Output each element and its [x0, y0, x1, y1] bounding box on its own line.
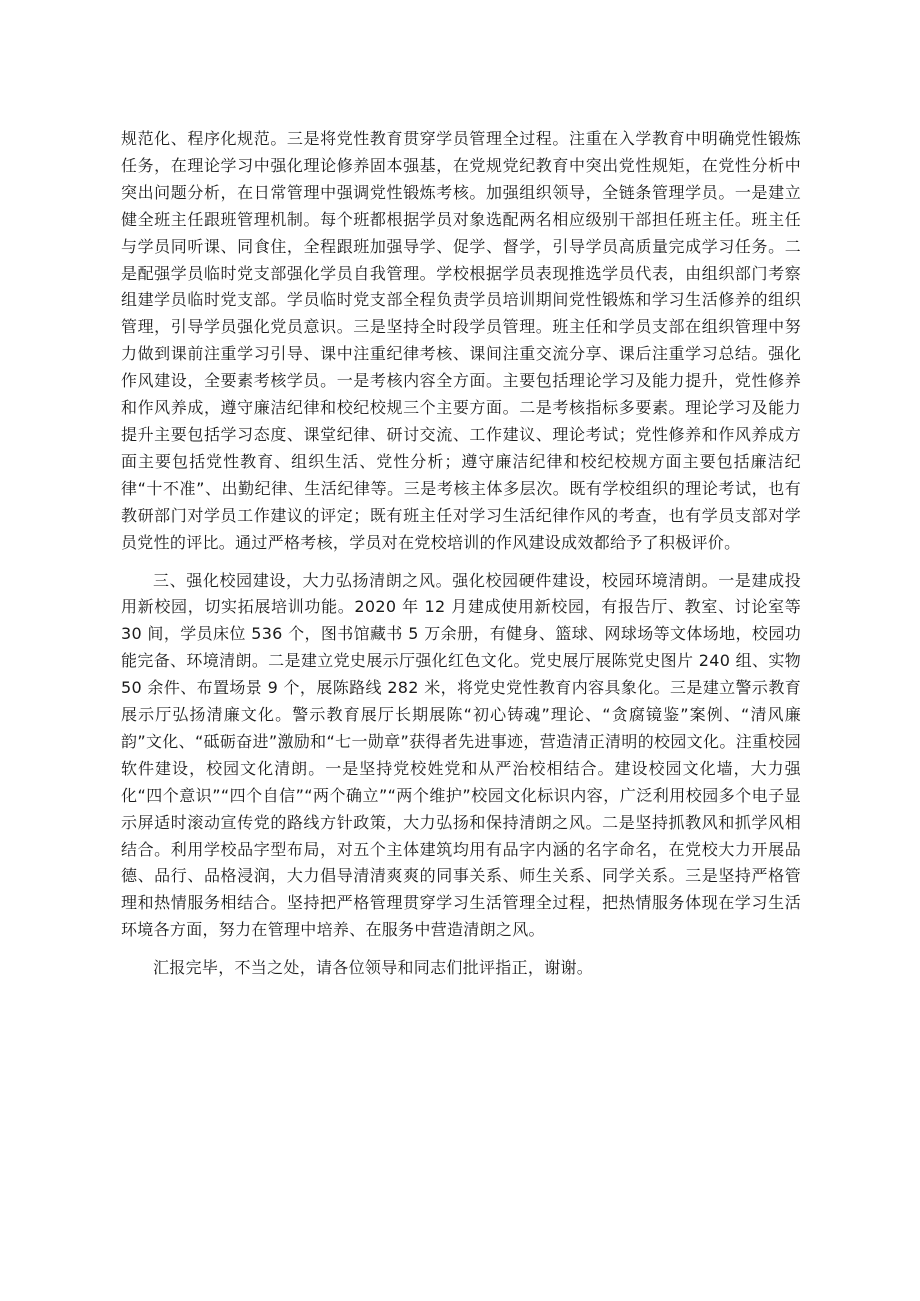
document-body — [121, 126, 801, 993]
paragraph-section-three: 三、强化校园建设，大力弘扬清朗之风。强化校园硬件建设，校园环境清朗。一是建成投用新校园，切实拓展培训功能。2020 年 12 月建成使用新校园，有报告厅、教室、讨论室等 30 间，学员床位 536 个，图书馆藏书 5 万余册，有健身、篮球、网球场等文体场地，校园功能完备、环境清朗。二是建立党史展示厅强化红色文化。党史展厅展陈党史图片 240 组、实物 50 余件、布置场景 9 个，展陈路线 282 米，将党史党性教育内容具象化。三是建立警示教育展示厅弘扬清廉文化。警示教育展厅长期展陈“初心铸魂”理论、“贪腐镜鉴”案例、“清风廉韵”文化、“砥砺奋进”激励和“七一勋章”获得者先进事迹，营造清正清明的校园文化。注重校园软件建设，校园文化清朗。一是坚持党校姓党和从严治校相结合。建设校园文化墙，大力强化“四个意识”“四个自信”“两个确立”“两个维护”校园文化标识内容，广泛利用校园多个电子显示屏适时滚动宣传党的路线方针政策，大力弘扬和保持清朗之风。二是坚持抓教风和抓学风相结合。利用学校品字型布局，对五个主体建筑均用有品字内涵的名字命名，在党校大力开展品德、品行、品格浸润，大力倡导清清爽爽的同事关系、师生关系、同学关系。三是坚持严格管理和热情服务相结合。坚持把严格管理贯穿学习生活管理全过程，把热情服务体现在学习生活环境各方面，努力在管理中培养、在服务中营造清朗之风。 — [121, 570, 801, 940]
paragraph-closing: 汇报完毕，不当之处，请各位领导和同志们批评指正，谢谢。 — [153, 958, 594, 978]
paragraph-continuation: 规范化、程序化规范。三是将党性教育贯穿学员管理全过程。注重在入学教育中明确党性锻炼任务，在理论学习中强化理论修养固本强基，在党规党纪教育中突出党性规矩，在党性分析中突出问题分析，在日常管理中强调党性锻炼考核。加强组织领导，全链条管理学员。一是建立健全班主任跟班管理机制。每个班都根据学员对象选配两名相应级别干部担任班主任。班主任与学员同听课、同食住，全程跟班加强导学、促学、督学，引导学员高质量完成学习任务。二是配强学员临时党支部强化学员自我管理。学校根据学员表现推选学员代表，由组织部门考察组建学员临时党支部。学员临时党支部全程负责学员培训期间党性锻炼和学习生活修养的组织管理，引导学员强化党员意识。三是坚持全时段学员管理。班主任和学员支部在组织管理中努力做到课前注重学习引导、课中注重纪律考核、课间注重交流分享、课后注重学习总结。强化作风建设，全要素考核学员。一是考核内容全方面。主要包括理论学习及能力提升，党性修养和作风养成，遵守廉洁纪律和校纪校规三个主要方面。二是考核指标多要素。理论学习及能力提升主要包括学习态度、课堂纪律、研讨交流、工作建议、理论考试；党性修养和作风养成方面主要包括党性教育、组织生活、党性分析；遵守廉洁纪律和校纪校规方面主要包括廉洁纪律“十不准”、出勤纪律、生活纪律等。三是考核主体多层次。既有学校组织的理论考试，也有教研部门对学员工作建议的评定；既有班主任对学习生活纪律作风的考查，也有学员支部对学员党性的评比。通过严格考核，学员对在党校培训的作风建设成效都给予了积极评价。 — [121, 129, 801, 552]
